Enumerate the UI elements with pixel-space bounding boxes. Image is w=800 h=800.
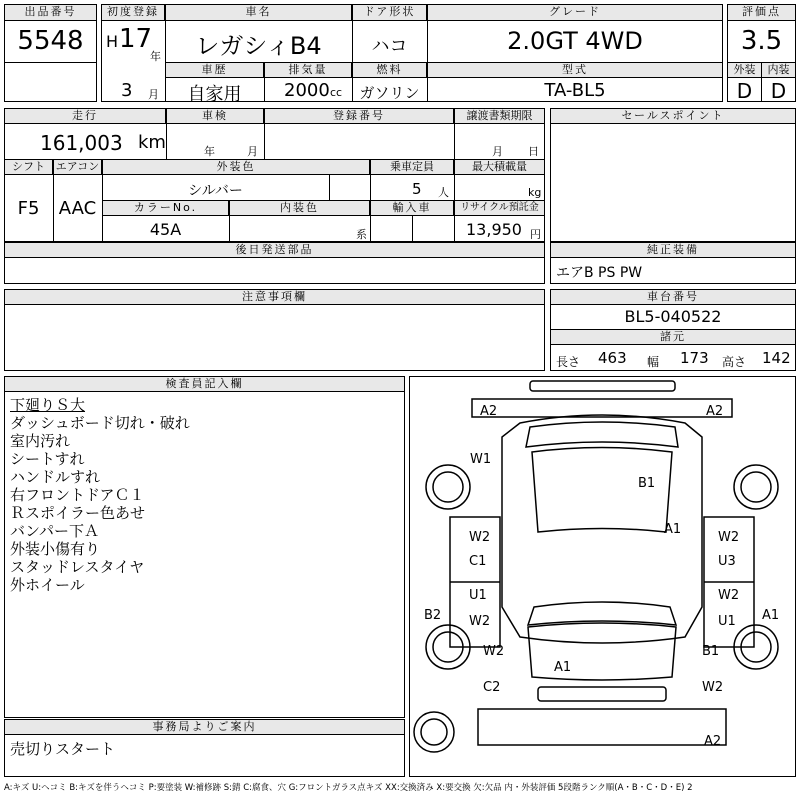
mark-19: W2 [702,680,724,695]
color-no: 45A [149,220,182,239]
color-no-label: カラーNo. [102,200,229,216]
transfer-day-unit: 日 [528,145,539,158]
car-name-label: 車名 [165,4,352,21]
mark-8: U3 [718,554,736,569]
notes-label: 注意事項欄 [4,289,545,305]
recycle-unit: 円 [530,228,541,241]
model-label: 型式 [427,62,723,78]
reg-no-label: 登録番号 [264,108,454,124]
dims-label: 諸元 [550,329,796,345]
remark-line: Ｒスポイラー色あせ [10,504,146,522]
mark-6: C1 [469,554,487,569]
displacement-label: 排気量 [264,62,352,78]
mark-1: A2 [706,404,724,419]
history: 自家用 [187,84,242,105]
max-load-label: 最大積載量 [454,159,545,175]
history-label: 車歴 [165,62,264,78]
mark-5: W2 [469,530,491,545]
ext-color: シルバー [188,183,243,199]
ext-color-label: 外装色 [102,159,370,175]
width-label: 幅 [647,355,660,369]
mark-13: B2 [424,608,442,623]
inspection-label: 車検 [166,108,264,124]
dv1 [166,124,167,159]
first-reg-label: 初度登録 [101,4,165,21]
mark-3: B1 [638,476,656,491]
mark-14: A1 [762,608,780,623]
ac: AAC [58,198,97,219]
car-diagram [409,376,796,777]
dv9 [229,216,230,242]
ac-label: エアコン [53,159,102,175]
mark-2: W1 [470,452,492,467]
fuel: ガソリン [359,84,420,102]
door-label: ドア形状 [352,4,427,21]
sales-points-box [550,108,796,242]
remark-line: 右フロントドアＣ１ [10,486,145,504]
details-box [4,108,545,242]
reg-month: 3 [121,80,133,101]
dv2 [264,124,265,159]
mark-4: A1 [664,522,682,537]
dv7 [370,175,371,200]
int-color-unit: 系 [356,228,367,241]
mileage: 161,003 [40,131,123,155]
div-v5 [264,78,265,102]
remark-line: 下廻りＳ大 [10,396,86,414]
remark-line: 室内汚れ [10,432,71,450]
remark-line: ダッシュボード切れ・破れ [10,414,190,432]
remark-line: ハンドルすれ [10,468,101,486]
length: 463 [598,349,627,367]
inspection-month-unit: 月 [247,145,258,158]
capacity: 5 [412,180,422,198]
sales-points-label: セールスポイント [550,108,796,124]
grade-label: グレード [427,4,723,21]
height-label: 高さ [722,355,747,369]
car-name: レガシィB4 [195,32,322,60]
score-label: 評価点 [727,4,796,21]
reg-year: 17 [119,24,153,54]
mileage-label: 走行 [4,108,166,124]
chassis-label: 車台番号 [550,289,796,305]
shift: F5 [17,198,40,219]
mark-20: A2 [704,734,722,749]
int-grade-label: 内装 [761,62,796,78]
remark-line: シートすれ [10,450,85,468]
mark-7: W2 [718,530,740,545]
ext-grade-label: 外装 [727,62,762,78]
grade: 2.0GT 4WD [507,27,643,55]
transfer-label: 譲渡書類期限 [454,108,545,124]
int-color-label: 内装色 [229,200,370,216]
era: H [106,32,119,51]
model: TA-BL5 [544,80,606,101]
capacity-label: 乗車定員 [370,159,454,175]
recycle-label: リサイクル預託金 [454,200,545,216]
mark-9: U1 [469,588,487,603]
import-label: 輸入車 [370,200,454,216]
mark-17: A1 [554,660,572,675]
inspection-year-unit: 年 [204,145,215,158]
door-type: ハコ [371,36,408,57]
lot-number: 5548 [17,26,84,56]
fuel-label: 燃料 [352,62,427,78]
chassis: BL5-040522 [624,307,722,326]
equipment-label: 純正装備 [550,242,796,258]
dv10 [370,216,371,242]
recycle: 13,950 [466,220,522,239]
legend: A:キズ U:ヘコミ B:キズを伴うヘコミ P:要塗装 W:補修跡 S:錆 C:腐食、穴 G:フロントガラス点キズ XX:交換済み X:要交換 欠:欠品 内・外装評価 5段階ランク順(A・B・C・D・E) 2 [4,783,693,793]
car-diagram-svg [410,377,795,776]
mark-11: W2 [718,588,740,603]
shift-label: シフト [4,159,53,175]
dv3 [454,124,455,159]
capacity-unit: 人 [438,186,449,199]
office-label: 事務局よりご案内 [4,719,405,735]
lot-number-label: 出品番号 [4,4,97,21]
max-load-unit: kg [528,186,542,199]
remark-line: スタッドレスタイヤ [10,558,145,576]
remark-line: 外装小傷有り [10,540,101,558]
dv11 [412,216,413,242]
width: 173 [680,349,709,367]
later-parts-label: 後日発送部品 [4,242,545,258]
transfer-month-unit: 月 [492,145,503,158]
int-grade: D [770,79,787,103]
mark-0: A2 [480,404,498,419]
lot-divider [4,62,97,63]
remark-line: バンパー下Ａ [10,522,99,540]
remark-line: 外ホイール [10,576,85,594]
inspector-remarks [10,396,190,594]
displacement-unit: cc [330,86,343,99]
equipment: エアB PS PW [556,265,643,281]
ext-grade: D [736,79,753,103]
mark-18: C2 [483,680,501,695]
score: 3.5 [740,26,783,56]
year-unit: 年 [150,50,161,63]
mark-12: U1 [718,614,736,629]
inspector-label: 検査員記入欄 [4,376,405,392]
month-unit: 月 [148,88,159,101]
length-label: 長さ [556,355,581,369]
office-message: 売切りスタート [10,740,116,758]
mark-16: B1 [702,644,720,659]
mark-10: W2 [469,614,491,629]
mark-15: W2 [483,644,505,659]
dv6 [329,175,330,200]
displacement: 2000 [284,80,330,101]
mileage-unit: km [138,132,166,153]
height: 142 [762,349,791,367]
